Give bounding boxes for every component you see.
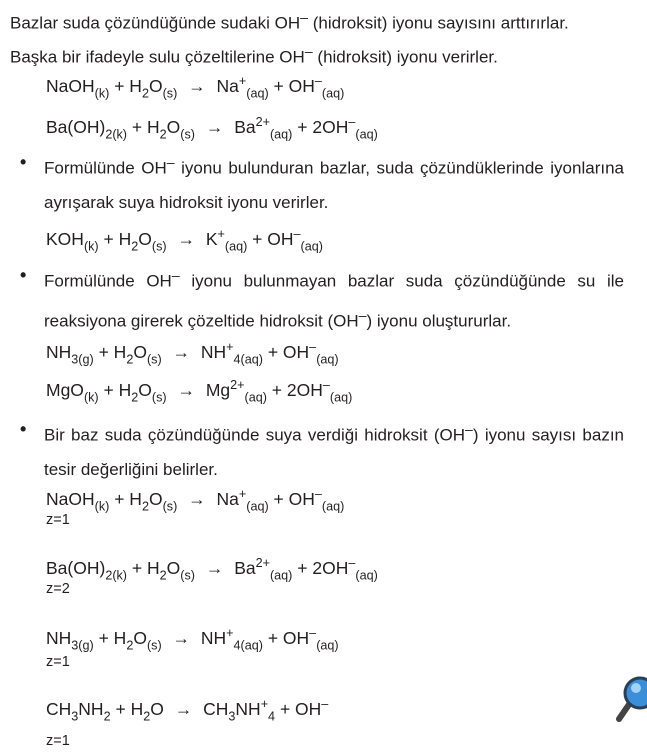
reaction-arrow: → (172, 341, 191, 362)
intro-paragraph (10, 4, 640, 71)
intro-line-1: Bazlar suda çözündüğünde sudaki OH– (hidroksit) iyonu sayısını arttırırlar. (10, 10, 569, 33)
bullet-text-2: Formülünde OH– iyonu bulunmayan bazlar suda çözündüğünde su ile reaksiyona girerek çözeltide hidroksit (OH–) iyonu oluştururlar. (44, 268, 625, 331)
valence-label: z=1 (46, 733, 70, 749)
valence-label: z=1 (46, 654, 70, 670)
bullet-text-3: Bir baz suda çözündüğünde suya verdiği hidroksit (OH–) iyonu sayısı bazın tesir değerliğini belirler. (44, 422, 624, 479)
reaction-arrow: → (172, 627, 191, 648)
reaction-arrow: → (188, 488, 206, 509)
reaction-arrow: → (205, 557, 224, 578)
intro-line-2: Başka bir ifadeyle sulu çözeltilerine OH– (hidroksit) iyonu verirler. (10, 43, 498, 67)
equation-naoh: NaOH$_{(k)}$ + $H_2O_{(s)} \to Na^+_{(aq)} + OH^-_{(aq)}$ (46, 74, 345, 101)
valence-label: z=2 (46, 581, 70, 597)
equation-nh3: $NH_{3(g)} + H_2O_{(s)} \to NH^+_{4(aq)} + OH^-_{(aq)}$ (46, 340, 339, 367)
equation-naoh-valence: NaOH$_{(k)}$ + $H_2O_{(s)} \to Na^+_{(aq)} + OH^-_{(aq)}$ (46, 487, 345, 514)
reaction-arrow: → (174, 698, 193, 719)
equation-baoh2: $Ba(OH)_{2(k)} + H_2O_{(s)} \to Ba^{2+}_{(aq)} + 2OH^-_{(aq)}$ (46, 115, 378, 142)
bullet-text-1: Formülünde OH– iyonu bulunduran bazlar, suda çözündüklerinde iyonlarına ayrışarak suya hidroksit iyonu verirler. (44, 155, 624, 212)
reaction-arrow: → (188, 75, 206, 96)
bullet-point: • (20, 152, 27, 172)
equation-koh: $KOH_{(k)} + H_2O_{(s)} \to K^+_{(aq)} + OH^-_{(aq)}$ (46, 227, 323, 254)
valence-label: z=1 (46, 512, 70, 528)
equation-baoh2-valence: $Ba(OH)_{2(k)} + H_2O_{(s)} \to Ba^{2+}_{(aq)} + 2OH^-_{(aq)}$ (46, 556, 378, 583)
reaction-arrow: → (177, 228, 195, 249)
equation-mgo: $MgO_{(k)} + H_2O_{(s)} \to Mg^{2+}_{(aq)} + 2OH^-_{(aq)}$ (46, 378, 353, 405)
reaction-arrow: → (205, 116, 224, 137)
equation-ch3nh2: $CH_3NH_2 + H_2O \to CH_3NH^+_4 + OH^-$ (46, 697, 329, 724)
magnifier-icon[interactable] (614, 675, 647, 725)
bullet-point: • (20, 265, 27, 285)
reaction-arrow: → (177, 379, 195, 400)
equation-nh3-valence: $NH_{3(g)} + H_2O_{(s)} \to NH^+_{4(aq)} + OH^-_{(aq)}$ (46, 626, 339, 653)
bullet-point: • (20, 419, 27, 439)
